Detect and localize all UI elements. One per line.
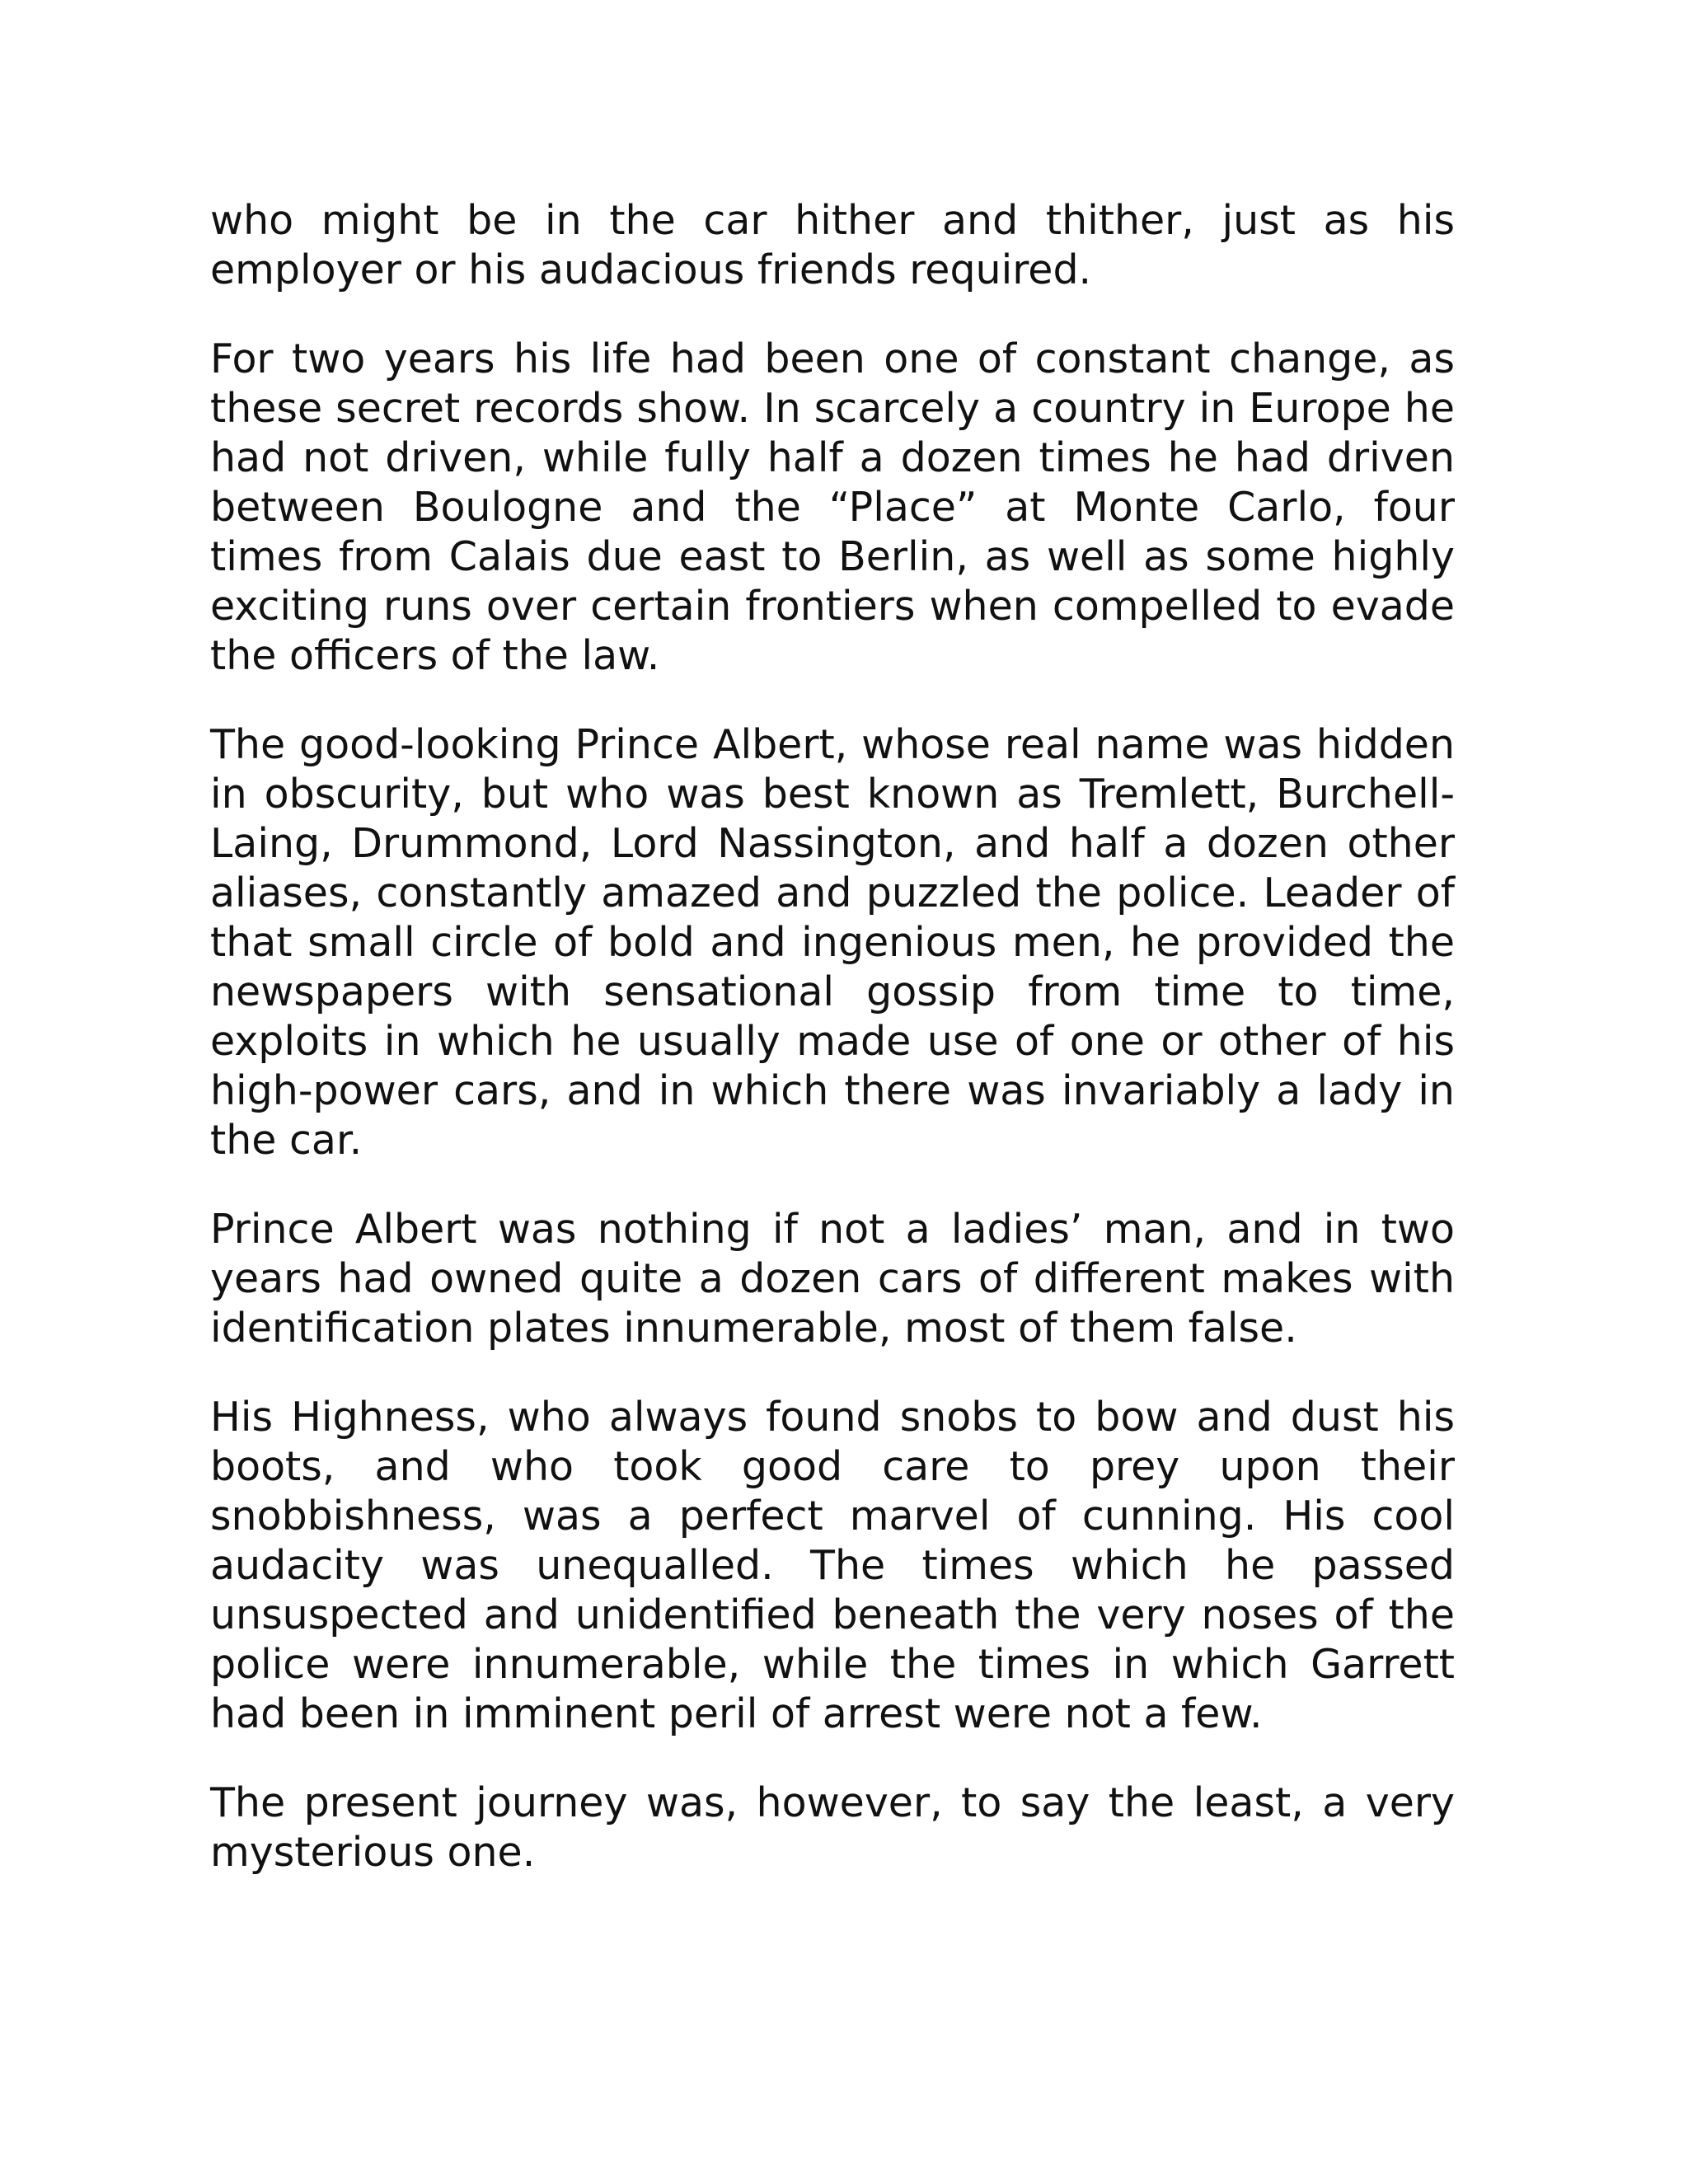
paragraph-4: Prince Albert was nothing if not a ladies’ man, and in two years had owned quite a dozen cars of different makes with identification plates innumerable, most of them false. [210,1206,1455,1352]
paragraph-1: who might be in the car hither and thither, just as his employer or his audacious friends required. [210,197,1455,293]
paragraph-6: The present journey was, however, to say the least, a very mysterious one. [210,1779,1455,1876]
paragraph-2: For two years his life had been one of constant change, as these secret records show. In scarcely a country in Europe he had not driven, while fully half a dozen times he had driven between Boulogne and the “Place” at Monte Carlo, four times from Calais due east to Berlin, as well as some highly exciting runs over certain frontiers when compelled to evade the officers of the law. [210,335,1455,679]
paragraph-5: His Highness, who always found snobs to bow and dust his boots, and who took good care to prey upon their snobbishness, was a perfect marvel of cunning. His cool audacity was unequalled. The times which he passed unsuspected and unidentified beneath the very noses of the police were innumerable, while the times in which Garrett had been in imminent peril of arrest were not a few. [210,1394,1455,1737]
document-page [210,196,1455,1917]
paragraph-3: The good-looking Prince Albert, whose real name was hidden in obscurity, but who was best known as Tremlett, Burchell-Laing, Drummond, Lord Nassington, and half a dozen other aliases, constantly amazed and puzzled the police. Leader of that small circle of bold and ingenious men, he provided the newspapers with sensational gossip from time to time, exploits in which he usually made use of one or other of his high-power cars, and in which there was invariably a lady in the car. [210,721,1455,1164]
